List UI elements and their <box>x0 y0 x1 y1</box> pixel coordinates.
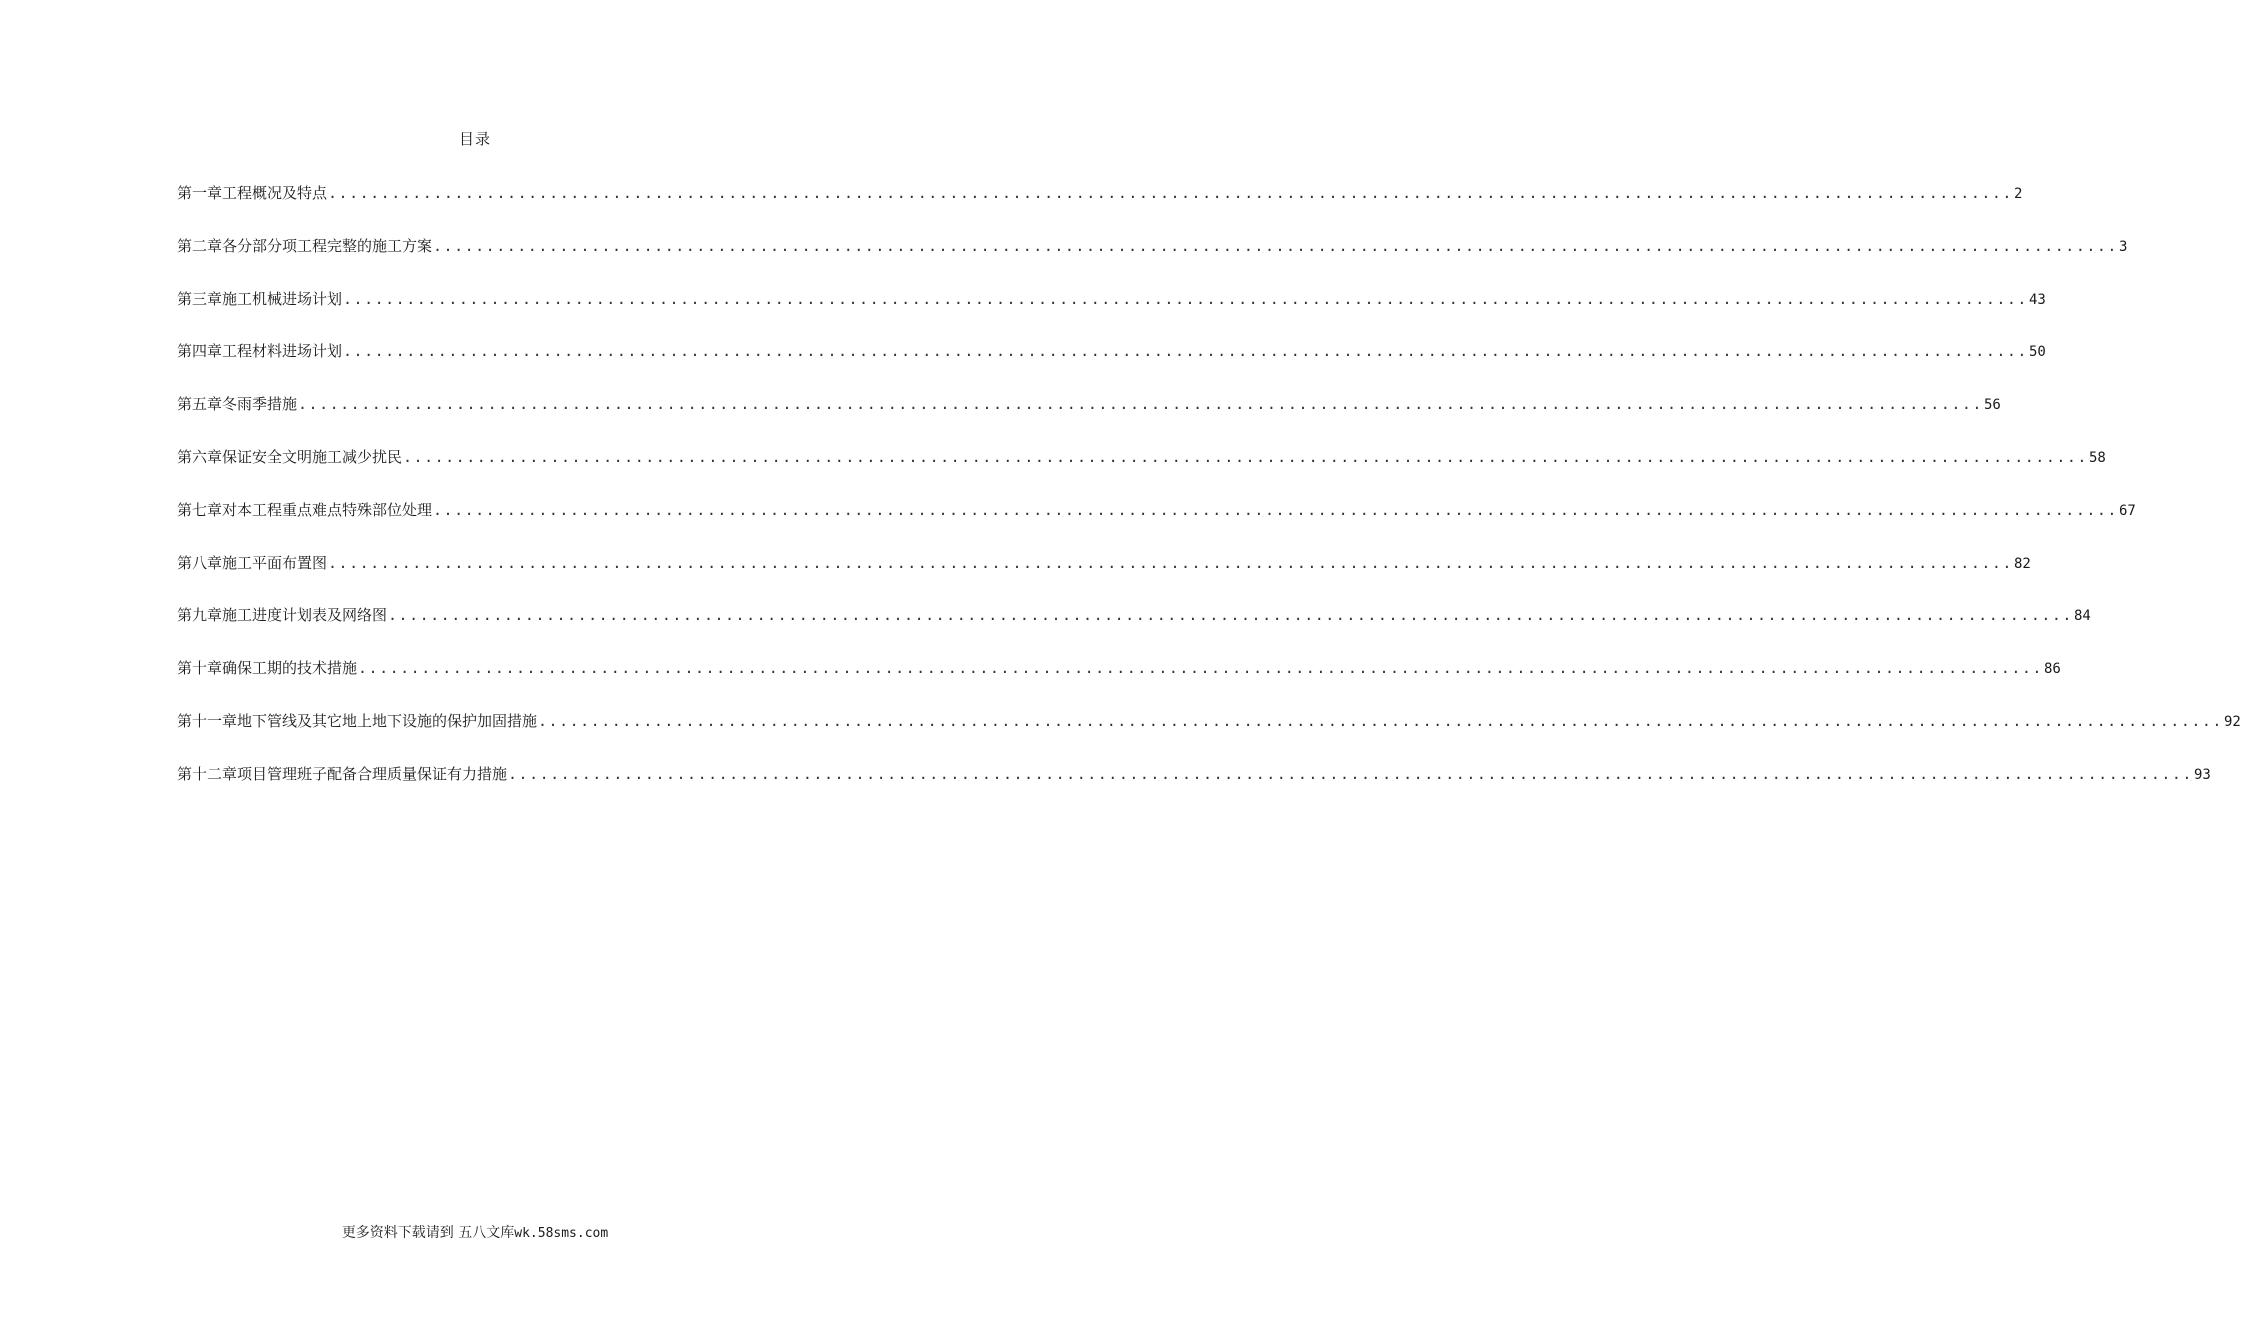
toc-page-number: 43 <box>2028 291 2046 308</box>
toc-page-number: 67 <box>2118 502 2136 519</box>
toc-entry[interactable] <box>177 763 2211 816</box>
toc-chapter: 第六章 <box>177 447 223 466</box>
toc-title: 目录 <box>458 130 491 148</box>
toc-leader-dots: ................................................................................................................................................................ <box>328 184 2013 202</box>
toc-page-number: 56 <box>1983 397 2001 414</box>
toc-leader-dots: ................................................................................................................................................................ <box>358 659 2043 678</box>
toc-chapter: 第一章 <box>177 184 223 202</box>
toc-page-number: 82 <box>2013 555 2031 572</box>
toc-entry-title: 确保工期的技术措施 <box>222 659 358 678</box>
toc-entry[interactable] <box>177 710 2241 763</box>
toc-entry-title: 冬雨季措施 <box>222 395 298 414</box>
toc-entry-title: 工程材料进场计划 <box>222 342 343 361</box>
toc-entry[interactable] <box>177 657 2061 710</box>
toc-entry-title: 项目管理班子配备合理质量保证有力措施 <box>237 764 508 783</box>
toc-leader-dots: ................................................................................................................................................................ <box>343 342 2028 361</box>
toc-leader-dots: ................................................................................................................................................................ <box>403 447 2088 466</box>
toc-entry[interactable] <box>177 499 2136 552</box>
toc-chapter: 第三章 <box>177 289 223 308</box>
toc-leader-dots: ................................................................................................................................................................ <box>508 764 2193 783</box>
toc-entry-title: 工程概况及特点 <box>222 184 328 202</box>
toc-list <box>177 182 2241 816</box>
toc-entry-title: 施工机械进场计划 <box>222 289 343 308</box>
footer <box>0 1222 950 1242</box>
toc-entry-title: 各分部分项工程完整的施工方案 <box>222 236 433 255</box>
toc-chapter: 第十章 <box>177 659 223 678</box>
toc-leader-dots: ................................................................................................................................................................ <box>538 711 2223 730</box>
toc-chapter: 第八章 <box>177 553 223 572</box>
toc-page-number: 86 <box>2043 661 2061 678</box>
toc-entry[interactable] <box>177 552 2031 605</box>
footer-text: 更多资料下载请到 五八文库 <box>341 1225 515 1241</box>
toc-entry-title: 保证安全文明施工减少扰民 <box>222 447 403 466</box>
toc-entry-title: 地下管线及其它地上地下设施的保护加固措施 <box>237 711 538 730</box>
toc-leader-dots: ................................................................................................................................................................ <box>433 236 2118 255</box>
toc-chapter: 第四章 <box>177 342 223 361</box>
toc-entry[interactable] <box>177 288 2046 341</box>
toc-chapter: 第十一章 <box>177 711 238 730</box>
toc-leader-dots: ................................................................................................................................................................ <box>388 606 2073 625</box>
toc-page-number: 3 <box>2118 238 2128 255</box>
toc-leader-dots: ................................................................................................................................................................ <box>343 289 2028 308</box>
toc-entry-title: 对本工程重点难点特殊部位处理 <box>222 500 433 519</box>
toc-entry[interactable] <box>177 393 2001 446</box>
toc-page-number: 93 <box>2193 766 2211 783</box>
toc-chapter: 第五章 <box>177 395 223 414</box>
toc-page-number: 84 <box>2073 608 2091 625</box>
toc-leader-dots: ................................................................................................................................................................ <box>298 395 1983 414</box>
toc-page-number: 50 <box>2028 344 2046 361</box>
toc-chapter: 第七章 <box>177 500 223 519</box>
toc-entry-title: 施工平面布置图 <box>222 553 328 572</box>
toc-leader-dots: ................................................................................................................................................................ <box>328 553 2013 572</box>
toc-chapter: 第九章 <box>177 606 223 625</box>
toc-leader-dots: ................................................................................................................................................................ <box>433 500 2118 519</box>
toc-page-number: 2 <box>2013 186 2023 202</box>
toc-chapter: 第十二章 <box>177 764 238 783</box>
footer-link[interactable]: wk.58sms.com <box>514 1226 609 1241</box>
toc-chapter: 第二章 <box>177 236 223 255</box>
toc-page-number: 92 <box>2223 713 2241 730</box>
toc-entry[interactable] <box>177 182 2023 235</box>
toc-entry[interactable] <box>177 446 2106 499</box>
toc-page-number: 58 <box>2088 449 2106 466</box>
toc-entry[interactable] <box>177 235 2128 288</box>
toc-entry[interactable] <box>177 340 2046 393</box>
toc-entry-title: 施工进度计划表及网络图 <box>222 606 388 625</box>
toc-entry[interactable] <box>177 604 2091 657</box>
